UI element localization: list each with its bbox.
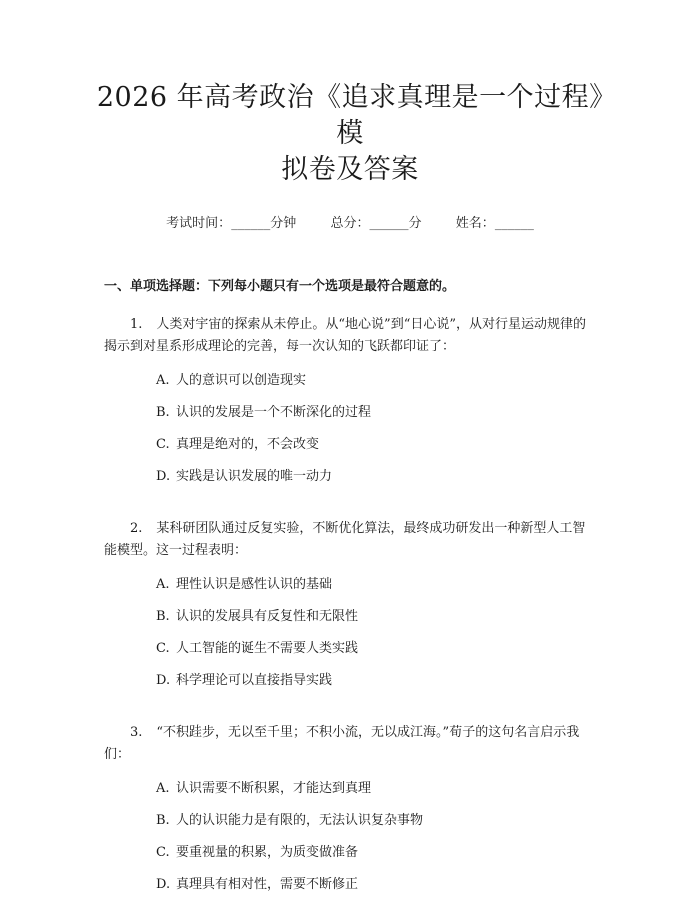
question-number: 2. [130,521,143,536]
question-number: 1. [130,317,143,332]
option-letter: C. [156,845,170,860]
score-blank: ______ [369,216,409,231]
score-unit: 分 [408,216,422,231]
option-a[interactable] [104,370,596,402]
option-d[interactable] [104,670,596,702]
option-text: 真理是绝对的，不会改变 [176,437,320,452]
option-text: 科学理论可以直接指导实践 [176,673,333,688]
option-list [104,778,596,906]
document-title [96,80,604,188]
option-letter: D. [156,469,171,484]
option-text: 人的认识能力是有限的，无法认识复杂事物 [176,813,424,828]
option-letter: B. [156,405,170,420]
option-b[interactable] [104,402,596,434]
option-letter: B. [156,813,170,828]
time-label: 考试时间： [166,216,232,231]
option-letter: A. [156,373,170,388]
option-text: 人工智能的诞生不需要人类实践 [176,641,359,656]
option-text: 认识的发展具有反复性和无限性 [176,609,359,624]
question-stem [104,518,596,562]
option-c[interactable] [104,842,596,874]
question-2 [104,518,596,702]
option-b[interactable] [104,810,596,842]
option-letter: D. [156,673,171,688]
option-text: 要重视量的积累，为质变做准备 [176,845,359,860]
option-text: 实践是认识发展的唯一动力 [176,469,333,484]
option-a[interactable] [104,574,596,606]
question-1 [104,314,596,498]
option-letter: D. [156,877,171,892]
time-blank: ______ [231,216,271,231]
option-text: 认识需要不断积累，才能达到真理 [176,781,372,796]
option-text: 人的意识可以创造现实 [176,373,307,388]
option-text: 理性认识是感性认识的基础 [176,577,333,592]
option-letter: C. [156,641,170,656]
option-c[interactable] [104,434,596,466]
question-number: 3. [130,725,143,740]
name-blank: ______ [494,216,534,231]
time-unit: 分钟 [270,216,297,231]
option-letter: A. [156,577,170,592]
name-label: 姓名： [455,216,495,231]
question-stem [104,722,596,766]
title-line-1: 2026 年高考政治《追求真理是一个过程》模 [96,82,604,149]
question-text: 人类对宇宙的探索从未停止。从“地心说”到“日心说”，从对行星运动规律的揭示到对星系形成理论的完善，每一次认知的飞跃都印证了： [104,317,586,354]
score-label: 总分： [330,216,370,231]
question-text: “不积跬步，无以至千里；不积小流，无以成江海。”荀子的这句名言启示我们： [104,725,580,762]
title-line-2: 拟卷及答案 [281,154,419,185]
option-b[interactable] [104,606,596,638]
option-d[interactable] [104,466,596,498]
option-text: 认识的发展是一个不断深化的过程 [176,405,372,420]
option-list [104,574,596,702]
option-letter: C. [156,437,170,452]
exam-meta [104,212,596,231]
option-letter: B. [156,609,170,624]
section-heading: 一、单项选择题：下列每小题只有一个选项是最符合题意的。 [104,279,456,294]
question-text: 某科研团队通过反复实验，不断优化算法，最终成功研发出一种新型人工智能模型。这一过程表明： [104,521,586,558]
option-text: 真理具有相对性，需要不断修正 [176,877,359,892]
question-stem [104,314,596,358]
option-d[interactable] [104,874,596,906]
option-letter: A. [156,781,170,796]
option-list [104,370,596,498]
option-a[interactable] [104,778,596,810]
question-3 [104,722,596,906]
option-c[interactable] [104,638,596,670]
